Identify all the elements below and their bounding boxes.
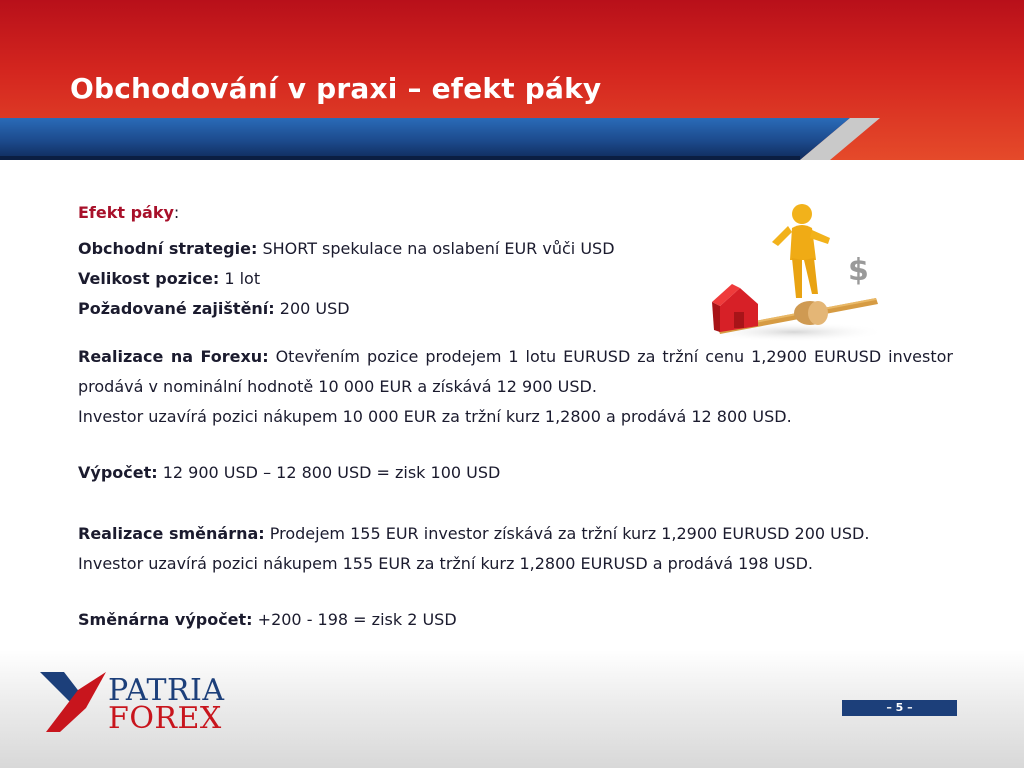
patria-forex-logo bbox=[38, 668, 258, 738]
fact-position-size bbox=[78, 264, 953, 294]
fact-label: Obchodní strategie: bbox=[78, 239, 258, 258]
forex-label: Realizace na Forexu: bbox=[78, 347, 269, 366]
exchange-calc-text: +200 - 198 = zisk 2 USD bbox=[252, 610, 457, 629]
logo-line-1: PATRIA bbox=[108, 673, 225, 708]
forex-paragraph bbox=[78, 342, 953, 402]
exchange-calc-paragraph bbox=[78, 605, 953, 635]
fact-margin bbox=[78, 294, 953, 324]
fact-label: Velikost pozice: bbox=[78, 269, 220, 288]
section-lead-colon: : bbox=[173, 203, 180, 222]
forex-text-2: Investor uzavírá pozici nákupem 10 000 EUR za tržní kurz 1,2800 a prodává 12 800 USD. bbox=[78, 407, 792, 426]
section-lead: Efekt páky bbox=[78, 203, 174, 222]
exchange-text-2: Investor uzavírá pozici nákupem 155 EUR za tržní kurz 1,2800 EURUSD a prodává 198 USD. bbox=[78, 554, 814, 573]
dollar-icon: $ bbox=[848, 253, 869, 288]
page-title: Obchodování v praxi – efekt páky bbox=[70, 72, 602, 105]
fact-strategy bbox=[78, 234, 953, 264]
exchange-label: Realizace směnárna: bbox=[78, 524, 265, 543]
fact-label: Požadované zajištění: bbox=[78, 299, 275, 318]
fact-value: 200 USD bbox=[274, 299, 350, 318]
forex-paragraph-2 bbox=[78, 402, 953, 432]
exchange-text-1: Prodejem 155 EUR investor získává za tržní kurz 1,2900 EURUSD 200 USD. bbox=[264, 524, 870, 543]
logo-line-2: FOREX bbox=[108, 701, 222, 736]
main-content bbox=[78, 198, 953, 635]
page-number: – 5 – bbox=[842, 700, 957, 716]
header-banner bbox=[0, 0, 1024, 160]
facts-list bbox=[78, 234, 953, 324]
exchange-paragraph bbox=[78, 519, 953, 549]
exchange-paragraph-2 bbox=[78, 549, 953, 579]
calc-text: 12 900 USD – 12 800 USD = zisk 100 USD bbox=[157, 463, 501, 482]
fact-value: 1 lot bbox=[219, 269, 261, 288]
forex-text-1: Otevřením pozice prodejem 1 lotu EURUSD za tržní cenu 1,2900 EURUSD investor prodává v nominální hodnotě 10 000 EUR a získává 12 900 USD. bbox=[78, 347, 954, 396]
section-heading bbox=[78, 198, 953, 228]
calc-label: Výpočet: bbox=[78, 463, 158, 482]
calc-paragraph bbox=[78, 458, 953, 488]
exchange-calc-label: Směnárna výpočet: bbox=[78, 610, 253, 629]
fact-value: SHORT spekulace na oslabení EUR vůči USD bbox=[257, 239, 615, 258]
